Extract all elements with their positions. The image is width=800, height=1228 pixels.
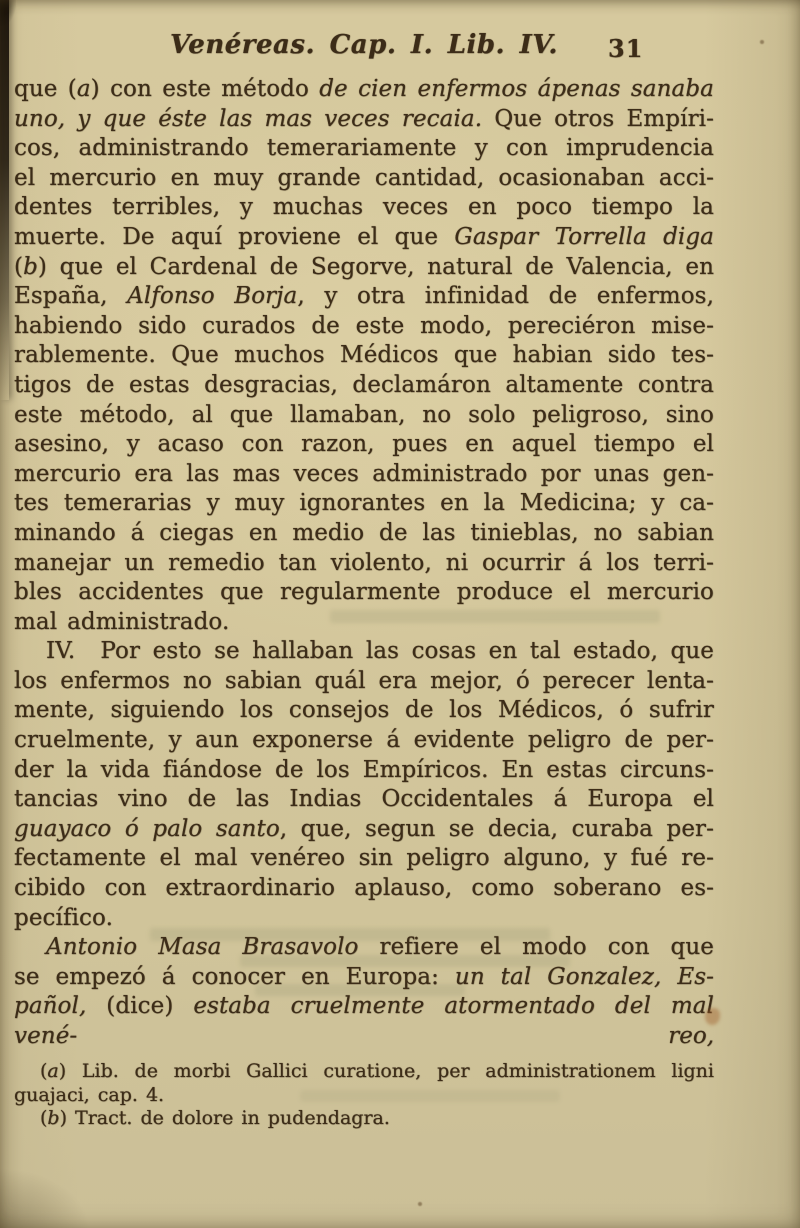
- text-segment: ) Tract. de dolore in pudendagra.: [59, 1107, 390, 1129]
- text-segment: refiere el modo con que: [358, 934, 714, 961]
- text-line: [14, 105, 714, 135]
- text-line: [14, 904, 714, 934]
- running-header-title: Venéreas. Cap. I. Lib. IV.: [170, 30, 558, 60]
- text-line: [14, 785, 714, 815]
- text-segment: guayaco ó palo santo: [14, 815, 280, 842]
- text-segment: cruelmente, y aun exponerse á evidente peligro de per-: [14, 727, 714, 754]
- text-line: [14, 371, 714, 401]
- text-line: [14, 401, 714, 431]
- text-segment: , que, segun se decia, curaba per-: [279, 815, 714, 842]
- page-number: 31: [608, 34, 644, 63]
- text-line: [14, 726, 714, 756]
- body-text-block: [14, 75, 715, 1049]
- text-segment: ) Lib. de morbi Gallici curatione, per administrationem ligni: [58, 1060, 714, 1082]
- text-segment: asesino, y acaso con razon, pues en aquel tiempo el: [14, 431, 714, 458]
- text-line: [14, 341, 714, 371]
- running-header: [14, 30, 714, 62]
- text-segment: pañol,: [14, 993, 107, 1020]
- text-line: [14, 223, 714, 253]
- paper-stain: [705, 1008, 720, 1025]
- text-line: [14, 815, 714, 845]
- text-segment: (: [40, 1107, 48, 1129]
- footnote-line: [14, 1084, 714, 1108]
- text-line: [14, 874, 714, 904]
- text-segment: se empezó á conocer en Europa:: [14, 963, 455, 990]
- text-segment: dentes terribles, y muchas veces en poco tiempo la: [14, 194, 714, 221]
- scan-corner-shadow: [0, 1168, 90, 1228]
- text-segment: este método, al que llamaban, no solo peligroso, sino: [14, 401, 714, 428]
- text-line: [14, 933, 714, 963]
- text-segment: tes temerarias y muy ignorantes en la Medicina; y ca-: [14, 490, 714, 517]
- text-line: [14, 134, 714, 164]
- text-line: [14, 637, 714, 667]
- text-segment: estaba cruelmente atormentado del mal vené-: [14, 993, 715, 1049]
- text-segment: cibido con extraordinario aplauso, como soberano es-: [14, 875, 714, 902]
- paper-speck: [760, 40, 764, 44]
- text-segment: (dice): [106, 993, 194, 1020]
- text-line: [14, 253, 714, 283]
- text-segment: guajaci, cap. 4.: [14, 1083, 165, 1106]
- text-segment: habiendo sido curados de este modo, pereciéron mise-: [14, 312, 714, 339]
- text-line: [14, 844, 714, 874]
- text-segment: b: [23, 253, 38, 280]
- text-segment: bles accidentes que regularmente produce el mercurio: [14, 579, 714, 606]
- text-line: [14, 519, 714, 549]
- text-segment: Alfonso Borja: [127, 283, 298, 310]
- text-segment: rablemente. Que muchos Médicos que habian sido tes-: [14, 342, 714, 369]
- scan-left-edge-shadow: [0, 0, 9, 400]
- text-line: [14, 549, 714, 579]
- text-segment: , y otra infinidad de enfermos,: [297, 283, 714, 310]
- footnote-line: [14, 1107, 714, 1131]
- text-segment: España,: [14, 283, 128, 310]
- text-line: [14, 164, 714, 194]
- text-segment: minando á ciegas en medio de las tinieblas, no sabian: [14, 519, 714, 546]
- text-segment: der la vida fiándose de los Empíricos. En estas circuns-: [14, 756, 714, 783]
- text-line: [14, 282, 714, 312]
- text-segment: un tal Gonzalez, Es-: [454, 963, 714, 990]
- footnotes-block: [14, 1060, 714, 1131]
- text-segment: a: [76, 76, 91, 102]
- text-line: [14, 667, 714, 697]
- text-segment: pecífico.: [14, 904, 113, 931]
- text-segment: a: [47, 1060, 59, 1082]
- text-segment: ) con este método: [90, 76, 320, 102]
- text-segment: que (: [14, 76, 77, 102]
- text-line: [14, 696, 714, 726]
- text-segment: fectamente el mal venéreo sin peligro alguno, y fué re-: [14, 845, 714, 872]
- text-segment: el mercurio en muy grande cantidad, ocasionaban acci-: [14, 164, 714, 191]
- text-line: [14, 430, 714, 460]
- text-line: [14, 963, 714, 993]
- text-segment: Antonio Masa Brasavolo: [46, 934, 359, 961]
- footnote-line: [14, 1060, 714, 1084]
- text-line: [14, 608, 714, 638]
- text-segment: Gaspar Torrella diga: [454, 223, 714, 250]
- text-segment: mal administrado.: [14, 608, 230, 635]
- text-segment: IV. Por esto se hallaban las cosas en tal estado, que: [46, 638, 714, 665]
- text-segment: manejar un remedio tan violento, ni ocurrir á los terri-: [14, 549, 714, 576]
- text-line: [14, 578, 714, 608]
- text-line: [14, 489, 714, 519]
- text-segment: mercurio era las mas veces administrado por unas gen-: [14, 460, 714, 487]
- text-segment: (: [40, 1060, 48, 1082]
- text-segment: cos, administrando temerariamente y con imprudencia: [14, 135, 714, 162]
- text-segment: tancias vino de las Indias Occidentales á Europa el: [14, 786, 714, 813]
- text-segment: Que otros Empíri-: [482, 105, 714, 132]
- text-segment: mente, siguiendo los consejos de los Médicos, ó sufrir: [14, 697, 714, 724]
- text-segment: (: [14, 253, 24, 280]
- text-segment: uno, y que éste las mas veces recaia.: [14, 105, 483, 132]
- paper-speck: [418, 1202, 422, 1206]
- text-segment: b: [47, 1107, 60, 1129]
- text-line: [14, 756, 714, 786]
- text-segment: tigos de estas desgracias, declamáron altamente contra: [14, 371, 714, 398]
- text-line: [14, 193, 714, 223]
- catchword: reo,: [668, 1023, 714, 1049]
- text-segment: de cien enfermos ápenas sanaba: [319, 76, 714, 102]
- text-segment: los enfermos no sabian quál era mejor, ó perecer lenta-: [14, 667, 714, 694]
- text-segment: ) que el Cardenal de Segorve, natural de Valencia, en: [37, 253, 714, 280]
- text-segment: muerte. De aquí proviene el que: [14, 223, 455, 250]
- text-line: [14, 460, 714, 490]
- text-line: [14, 75, 714, 105]
- text-line: [14, 312, 714, 342]
